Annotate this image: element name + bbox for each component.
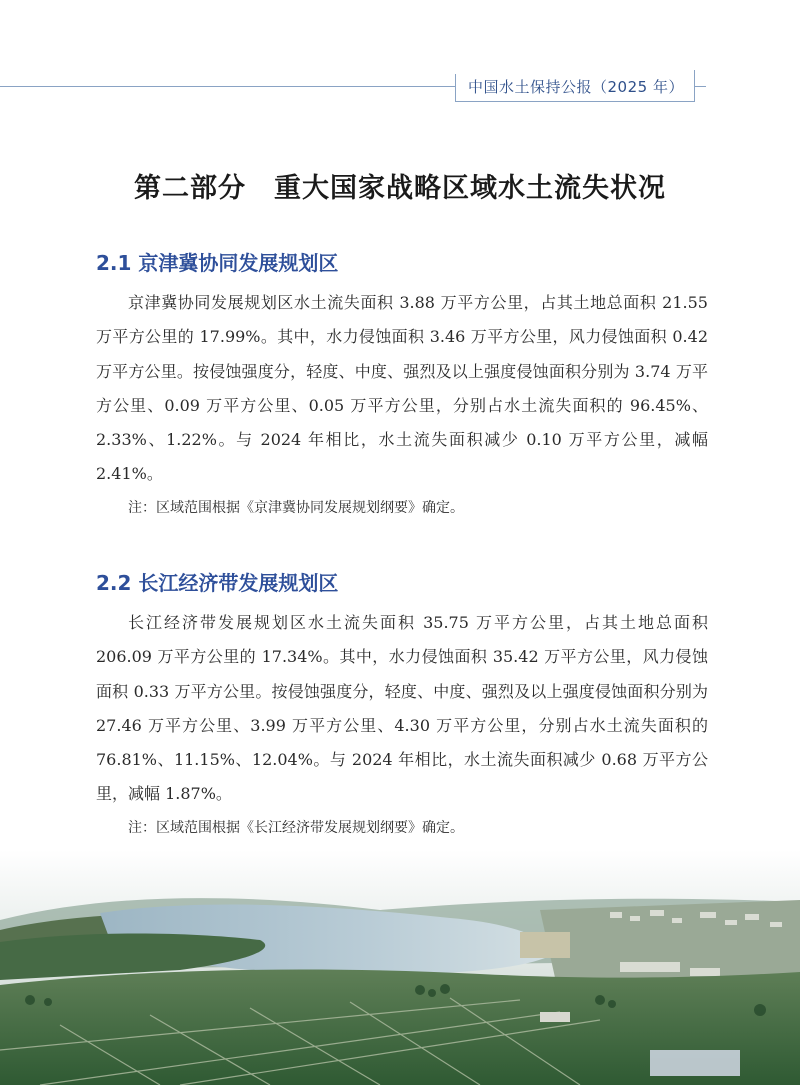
section-body-2-2: 长江经济带发展规划区水土流失面积 35.75 万平方公里，占其土地总面积 206.09 万平方公里的 17.34%。其中，水力侵蚀面积 35.42 万平方公里，风力侵蚀面积 0.33 万平方公里。按侵蚀强度分，轻度、中度、强烈及以上强度侵蚀面积分别为 27.46 万平方公里、3.99 万平方公里、4.30 万平方公里，分别占水土流失面积的 76.81%、11.15%、12.04%。与 2024 年相比，水土流失面积减少 0.68 万平方公里，减幅 1.87%。 [96, 613, 708, 804]
section-heading-2-2: 2.2 长江经济带发展规划区 [96, 571, 339, 595]
part-label: 第二部分 [134, 173, 246, 204]
header-rule-tail [694, 86, 706, 87]
header-rule-divider [455, 74, 456, 102]
section-heading-2-1: 2.1 京津冀协同发展规划区 [96, 251, 339, 275]
part-title [0, 166, 800, 205]
part-title-text: 重大国家战略区域水土流失状况 [274, 173, 666, 204]
header-rule-left [0, 86, 455, 87]
section-body-2-1: 京津冀协同发展规划区水土流失面积 3.88 万平方公里，占其土地总面积 21.55 万平方公里的 17.99%。其中，水力侵蚀面积 3.46 万平方公里，风力侵蚀面积 0.42 万平方公里。按侵蚀强度分，轻度、中度、强烈及以上强度侵蚀面积分别为 3.74 万平方公里、0.09 万平方公里、0.05 万平方公里，分别占水土流失面积的 96.45%、2.33%、1.22%。与 2024 年相比，水土流失面积减少 0.10 万平方公里，减幅 2.41%。 [96, 293, 708, 484]
section-note-2-2: 注：区域范围根据《长江经济带发展规划纲要》确定。 [128, 820, 464, 836]
header-rule-bottom [455, 101, 695, 102]
aerial-landscape-photo [0, 850, 800, 1085]
section-note-2-1: 注：区域范围根据《京津冀协同发展规划纲要》确定。 [128, 500, 464, 516]
running-header: 中国水土保持公报（2025 年） [468, 78, 684, 96]
